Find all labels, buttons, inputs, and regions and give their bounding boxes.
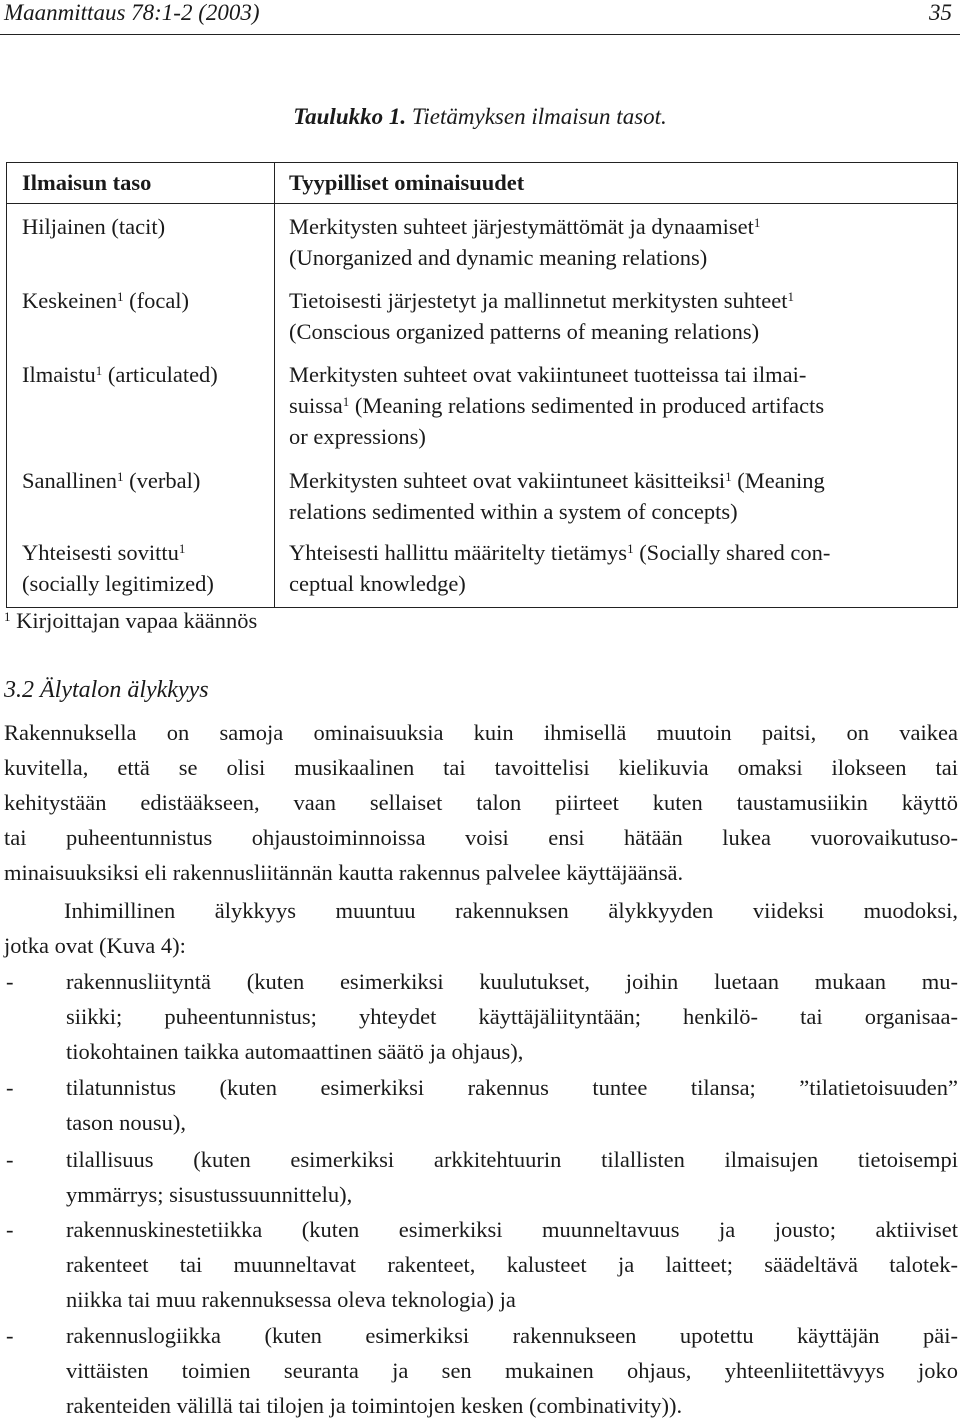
table-cell-level: Keskeinen$^1$ (focal) bbox=[22, 288, 190, 313]
paragraph: Inhimillinen älykkyys muuntuu rakennuksen älykkyyden viideksi muodoksi, jotka ovat (Kuva 4): bbox=[4, 898, 958, 958]
journal-citation: Maanmittaus 78:1-2 (2003) bbox=[4, 0, 260, 25]
expression-levels-table bbox=[6, 162, 958, 608]
table-cell-description: Merkitysten suhteet järjestymättömät ja dynaamiset$^1$ (Unorganized and dynamic meaning relations) bbox=[289, 214, 761, 270]
table-header-level: Ilmaisun taso bbox=[22, 170, 152, 195]
running-header bbox=[0, 0, 960, 35]
table-column-divider bbox=[274, 163, 275, 607]
paragraph: Rakennuksella on samoja ominaisuuksia kuin ihmisellä muutoin paitsi, on vaikea kuvitella, että se olisi musikaalinen tai tavoittelisi kielikuvia omaksi ilokseen tai kehitystään edistääkseen, vaan sellaiset talon piirteet kuten taustamusiikin käyttö tai puheentunnistus ohjaustoiminnoissa voisi ensi hätään lukea vuorovaikutuso- minaisuuksiksi eli rakennusliitännän kautta rakennus palvelee käyttäjäänsä. bbox=[4, 720, 958, 885]
table-cell-description: Merkitysten suhteet ovat vakiintuneet käsitteiksi$^1$ (Meaning relations sedimented within a system of concepts) bbox=[289, 468, 825, 524]
table-cell-description: Tietoisesti järjestetyt ja mallinnetut merkitysten suhteet$^1$ (Conscious organized patterns of meaning relations) bbox=[289, 288, 794, 344]
section-heading: 3.2 Älytalon älykkyys bbox=[4, 677, 209, 703]
table-cell-description: Yhteisesti hallittu määritelty tietämys$^1$ (Socially shared con- ceptual knowledge) bbox=[289, 540, 831, 596]
table-cell-level: Yhteisesti sovittu$^1$ (socially legitimized) bbox=[22, 540, 214, 596]
table-caption-label: Taulukko 1. bbox=[293, 104, 407, 129]
table-footnote: $^1$ Kirjoittajan vapaa käännös bbox=[4, 608, 258, 633]
table-header-divider bbox=[7, 203, 957, 204]
table-cell-level: Ilmaistu$^1$ (articulated) bbox=[22, 362, 218, 387]
table-cell-description: Merkitysten suhteet ovat vakiintuneet tuotteissa tai ilmai- suissa$^1$ (Meaning relations sedimented in produced artifacts or expressions) bbox=[289, 362, 825, 449]
page-number: 35 bbox=[929, 0, 952, 25]
table-caption bbox=[0, 104, 960, 130]
table-caption-text: Tietämyksen ilmaisun tasot. bbox=[411, 104, 667, 129]
table-header-properties: Tyypilliset ominaisuudet bbox=[289, 170, 525, 195]
table-cell-level: Sanallinen$^1$ (verbal) bbox=[22, 468, 201, 493]
table-cell-level: Hiljainen (tacit) bbox=[22, 214, 166, 239]
